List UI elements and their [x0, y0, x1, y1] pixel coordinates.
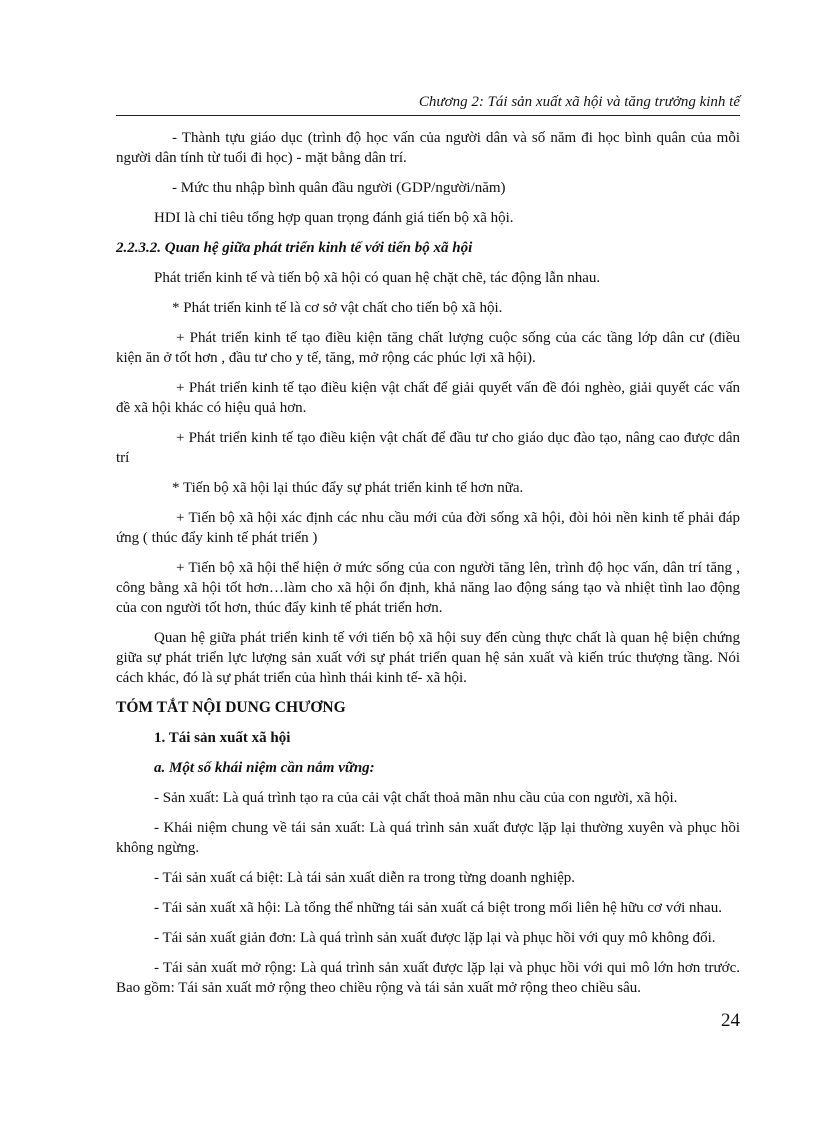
paragraph: - Khái niệm chung về tái sản xuất: Là quá trình sản xuất được lặp lại thường xuyên và phục hồi không ngừng.: [116, 820, 740, 856]
page-body: [116, 128, 740, 1008]
paragraph: * Tiến bộ xã hội lại thúc đẩy sự phát triển kinh tế hơn nữa.: [172, 480, 524, 496]
subsection-heading: 2.2.3.2. Quan hệ giữa phát triển kinh tế với tiến bộ xã hội: [116, 240, 473, 256]
paragraph: + Tiến bộ xã hội xác định các nhu cầu mới của đời sống xã hội, đòi hỏi nền kinh tế phải đáp ứng ( thúc đẩy kinh tế phát triển ): [116, 510, 740, 546]
paragraph: - Tái sản xuất xã hội: Là tổng thể những tái sản xuất cá biệt trong mối liên hệ hữu cơ với nhau.: [154, 900, 722, 916]
paragraph: Quan hệ giữa phát triển kinh tế với tiến bộ xã hội suy đến cùng thực chất là quan hệ biện chứng giữa sự phát triển lực lượng sản xuất với sự phát triển quan hệ sản xuất và kiến trúc thượng tầng. Nói cách khác, đó là sự phát triển của hình thái kinh tế- xã hội.: [116, 630, 740, 686]
section-heading: TÓM TẮT NỘI DUNG CHƯƠNG: [116, 699, 346, 716]
paragraph: - Tái sản xuất cá biệt: Là tái sản xuất diễn ra trong từng doanh nghiệp.: [154, 870, 576, 886]
paragraph: + Phát triển kinh tế tạo điều kiện vật chất để giải quyết vấn đề đói nghèo, giải quyết các vấn đề xã hội khác có hiệu quả hơn.: [116, 380, 740, 416]
paragraph: - Tái sản xuất mở rộng: Là quá trình sản xuất được lặp lại và phục hồi với qui mô lớn hơn trước. Bao gồm: Tái sản xuất mở rộng theo chiều rộng và tái sản xuất mở rộng theo chiều sâu.: [116, 960, 740, 996]
paragraph: + Phát triển kinh tế tạo điều kiện vật chất để đầu tư cho giáo dục đào tạo, nâng cao được dân trí: [116, 430, 740, 466]
page-number: 24: [721, 1010, 740, 1031]
paragraph: HDI là chỉ tiêu tổng hợp quan trọng đánh giá tiến bộ xã hội.: [154, 210, 514, 226]
paragraph: Phát triển kinh tế và tiến bộ xã hội có quan hệ chặt chẽ, tác động lẫn nhau.: [154, 270, 601, 286]
paragraph: * Phát triển kinh tế là cơ sở vật chất cho tiến bộ xã hội.: [172, 300, 503, 316]
summary-heading: 1. Tái sản xuất xã hội: [154, 730, 291, 746]
summary-subheading: a. Một số khái niệm cần nắm vững:: [154, 760, 375, 776]
paragraph: + Tiến bộ xã hội thể hiện ở mức sống của con người tăng lên, trình độ học vấn, dân trí tăng , công bằng xã hội tốt hơn…làm cho xã hội ổn định, khả năng lao động sáng tạo và nhiệt tình lao động của con người tốt hơn, thúc đẩy kinh tế phát triển hơn.: [116, 560, 740, 616]
paragraph: - Thành tựu giáo dục (trình độ học vấn của người dân và số năm đi học bình quân của mỗi người dân tính từ tuổi đi học) - mặt bằng dân trí.: [116, 130, 740, 166]
paragraph: - Mức thu nhập bình quân đầu người (GDP/người/năm): [172, 180, 506, 196]
paragraph: + Phát triển kinh tế tạo điều kiện tăng chất lượng cuộc sống của các tầng lớp dân cư (điều kiện ăn ở tốt hơn , đầu tư cho y tế, tăng, mở rộng các phúc lợi xã hội).: [116, 330, 740, 366]
paragraph: - Sản xuất: Là quá trình tạo ra của cải vật chất thoả mãn nhu cầu của con người, xã hội.: [154, 790, 678, 806]
paragraph: - Tái sản xuất giản đơn: Là quá trình sản xuất được lặp lại và phục hồi với quy mô không đổi.: [154, 930, 716, 946]
header-divider: [116, 115, 740, 116]
running-header: Chương 2: Tái sản xuất xã hội và tăng trưởng kinh tế: [418, 94, 740, 110]
